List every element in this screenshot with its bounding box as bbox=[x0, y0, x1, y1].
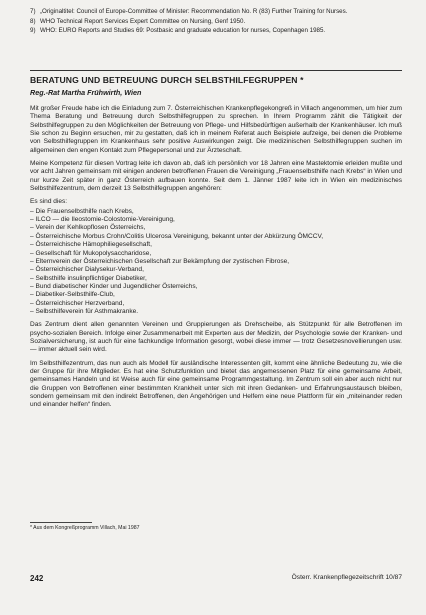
list-item: – Selbsthilfeverein für Asthmakranke. bbox=[30, 307, 139, 315]
reference-number: 8) bbox=[30, 17, 36, 25]
reference-number: 9) bbox=[30, 27, 36, 35]
page-footer bbox=[30, 574, 402, 583]
list-item: – Österreichischer Dialysekur-Verband, bbox=[30, 266, 144, 274]
list-item: – Verein der Kehlkopflosen Österreichs, bbox=[30, 224, 146, 232]
reference-text: WHO Technical Report Services Expert Committee on Nursing, Genf 1950. bbox=[40, 17, 246, 25]
list-item: – Österreichischer Herzverband, bbox=[30, 299, 125, 307]
body-paragraph: Im Selbsthilfezentrum, das nun auch als Modell für ausländische Interessenten gilt, kommt eine ähnliche Bedeutung zu, wie die der Gruppe für ihre Mitglieder. Es hat eine Schutzfunktion und bietet das angemessenen Platz für eine gemeinsame Arbeit, gemeinsames Handeln und ist Weise auch für eine gemeinsame Programmgestaltung. Im Zentrum soll ein aber auch nicht nur die Gruppen von Betroffenen einer bestimmten Krankheit unter sich mit ihren Gedanken- und Erfahrungsaustausch bleiben, sondern gemeinsam mit den indirekt Betroffenen, den Angehörigen und Helfern eine neue Plattform für ein „miteinander reden und einander helfen“ finden. bbox=[30, 359, 402, 409]
reference-text: „Originaltitel: Council of Europe-Committee of Minister: Recommendation No. R (83) Further Training for Nurses. bbox=[40, 8, 348, 15]
reference-list bbox=[30, 8, 402, 37]
body-paragraph: Mit großer Freude habe ich die Einladung zum 7. Österreichischen Krankenpflegekongreß in Villach angenommen, um hier zum Thema Beratung und Betreuung durch Selbsthilfegruppen zu sprechen. In Ihrem Programm zählt die Tätigkeit der Selbsthilfegruppen zu den Möglichkeiten der Betreuung von Pflege- und Hilfsbedürftigen außerhalb der Krankenhäuser. Ich muß Sie schon zu Beginn ersuchen, mir zu gestatten, daß ich in meinem Referat auch Beispiele aufzeige, bei denen die Probleme von Selbsthilfegruppen im Krankenhaus sehr positive Auswirkungen zeigt. Die medizinischen Selbsthilfegruppen suchen im allgemeinen den engen Kontakt zum Pflegepersonal und zur Ärzteschaft. bbox=[30, 105, 402, 154]
list-item: – Selbsthilfe insulinpflichtiger Diabetiker, bbox=[30, 274, 147, 282]
reference-item bbox=[30, 18, 402, 26]
list-item: – Bund diabetischer Kinder und Jugendlicher Österreichs, bbox=[30, 282, 198, 290]
body-paragraph: Es sind dies: bbox=[30, 198, 68, 206]
body-paragraph: Meine Kompetenz für diesen Vortrag leite ich davon ab, daß ich persönlich vor 18 Jahren eine Mastektomie erleiden mußte und vor acht Jahren gemeinsam mit einigen anderen betroffenen Frauen die Vereinigung „Frauenselbsthilfe nach Krebs“ in Wien und nur kurze Zeit später in ganz Österreich aufbauen konnte. Seit dem 1. Jänner 1987 leite ich in Wien ein medizinisches Selbsthilfezentrum, dem derzeit 13 Selbsthilfegruppen angehören: bbox=[30, 160, 402, 193]
section-divider bbox=[30, 70, 402, 71]
article-title: BERATUNG UND BETREUUNG DURCH SELBSTHILFEGRUPPEN * bbox=[30, 75, 304, 85]
list-item: – Österreichische Morbus Crohn/Colitis Ulcerosa Vereinigung, bekannt unter der Abkürzung ÖMCCV, bbox=[30, 232, 324, 240]
page-number: 242 bbox=[30, 574, 44, 583]
group-list bbox=[30, 208, 402, 316]
reference-number: 7) bbox=[30, 8, 36, 15]
footnote: * Aus dem Kongreßprogramm Villach, Mai 1987 bbox=[30, 525, 140, 531]
list-item: – Die Frauenselbsthilfe nach Krebs, bbox=[30, 207, 134, 215]
list-item: – Elternverein der Österreichischen Gesellschaft zur Bekämpfung der zystischen Fibrose, bbox=[30, 257, 290, 265]
article-body bbox=[30, 105, 402, 415]
list-item: – Gesellschaft für Mukopolysaccharidose, bbox=[30, 249, 152, 257]
footnote-divider bbox=[30, 522, 92, 523]
reference-item bbox=[30, 8, 402, 16]
article-author: Reg.-Rat Martha Frühwirth, Wien bbox=[30, 88, 142, 97]
list-item: – Diabetiker-Selbsthilfe-Club, bbox=[30, 291, 115, 299]
reference-text: WHO: EURO Reports and Studies 69: Postbasic and graduate education for nurses, Copenhagen 1985. bbox=[40, 27, 326, 35]
reference-item bbox=[30, 27, 402, 35]
journal-name: Österr. Krankenpflegezeitschrift 10/87 bbox=[291, 574, 402, 581]
body-paragraph: Das Zentrum dient allen genannten Vereinen und Gruppierungen als Drehscheibe, als Stützpunkt für alle Betroffenen im psycho-sozialen Bereich. Infolge einer Zusammenarbeit mit Experten aus der Medizin, der Psychologie sowie der Kranken- und Sozialversicherung, ist auch für eine fachkundige Information gesorgt, wobei diese immer — trotz Gesetzesnovellierungen usw. — immer aktuell sein wird. bbox=[30, 321, 402, 354]
list-item: – Österreichische Hämophiliegesellschaft, bbox=[30, 241, 152, 249]
list-item: – ILCO — die Ileostomie-Colostomie-Vereinigung, bbox=[30, 216, 175, 224]
